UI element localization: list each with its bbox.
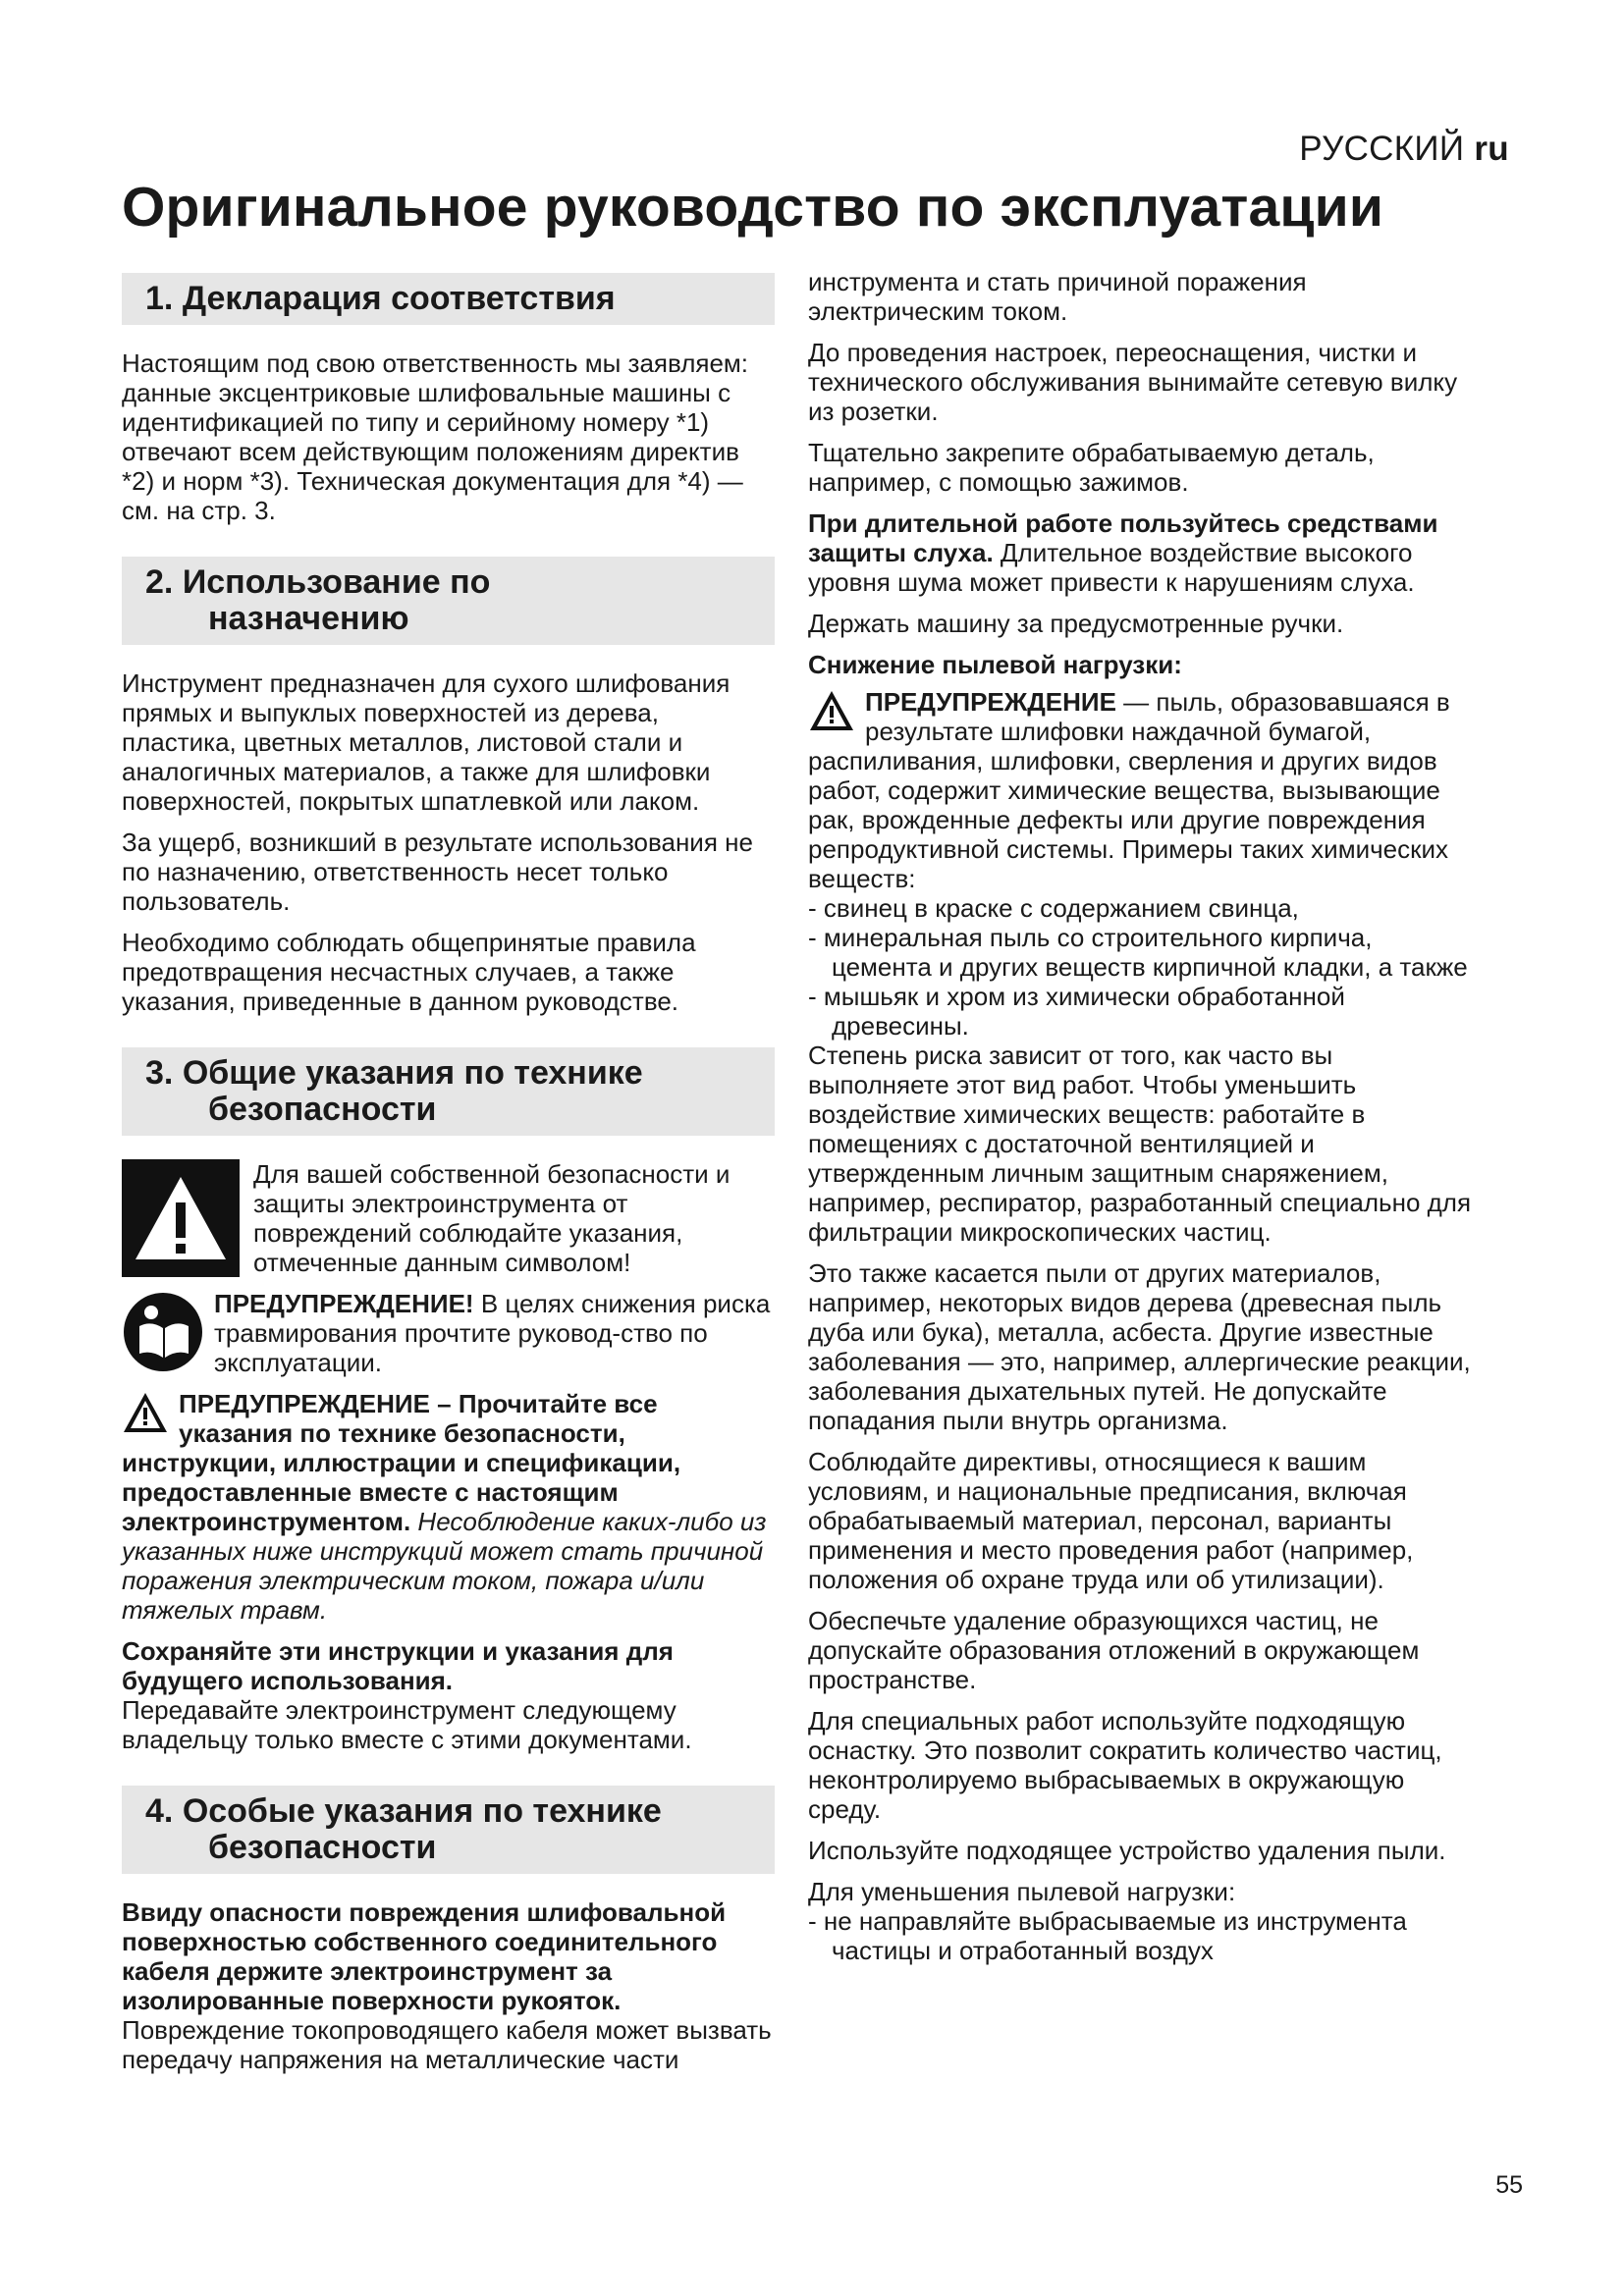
page-number: 55 <box>1495 2171 1523 2199</box>
reduce-heading: Для уменьшения пылевой нагрузки: <box>808 1877 1236 1906</box>
accident-rules-text: Необходимо соблюдать общепринятые правила предотвращения несчастных случаев, а также указания, приведенные в данном руководстве. <box>122 928 696 1016</box>
language-label: РУССКИЙ ru <box>1299 130 1509 168</box>
cable-warning: Ввиду опасности повреждения шлифовальной поверхностью собственного соединительного кабеля держите электроинструмент за изолированные поверхности рукояток. Повреждение токопроводящего кабеля может вызвать передачу напряжения на металлические части <box>122 1897 772 2074</box>
dust-heading: Снижение пылевой нагрузки: <box>808 650 1182 679</box>
read-manual-note <box>122 1289 775 1377</box>
handles-text: Держать машину за предусмотренные ручки. <box>808 609 1344 638</box>
reduce-list <box>808 1906 1474 1965</box>
safety-symbol-note <box>122 1159 775 1277</box>
hearing-protection: При длительной работе пользуйтесь средствами защиты слуха. Длительное воздействие высокого уровня шума может привести к нарушениям слуха. <box>808 508 1438 597</box>
warning-triangle-icon <box>122 1159 240 1277</box>
read-warning-label: ПРЕДУПРЕЖДЕНИЕ! <box>214 1289 474 1318</box>
tooling-text: Для специальных работ используйте подходящую оснастку. Это позволит сократить количество частиц, неконтролируемо выбрасываемых в окружающую среду. <box>808 1706 1442 1824</box>
section-2-heading: 2. Использование по назначению <box>122 557 775 645</box>
shock-continuation: инструмента и стать причиной поражения электрическим током. <box>808 267 1307 326</box>
list-item: - не направляйте выбрасываемые из инструмента частицы и отработанный воздух <box>808 1906 1474 1965</box>
dust-warning: ПРЕДУПРЕЖДЕНИЕ — пыль, образовавшаяся в результате шлифовки наждачной бумагой, распиливания, шлифовки, сверления и других видов работ, содержит химические вещества, вызывающие рак, врожденные дефекты или другие повреждения репродуктивной системы. Примеры таких химических веществ: <box>808 687 1450 893</box>
unplug-text: До проведения настроек, переоснащения, чистки и технического обслуживания вынимайте сетевую вилку из розетки. <box>808 338 1458 426</box>
general-warning: ПРЕДУПРЕЖДЕНИЕ – Прочитайте все указания по технике безопасности, инструкции, иллюстрации и спецификации, предоставленные вместе с настоящим электроинструментом. Несоблюдение каких-либо из указанных ниже инструкций может стать причиной поражения электрическим током, пожара и/или тяжелых травм. <box>122 1389 767 1625</box>
other-dust-text: Это также касается пыли от других материалов, например, некоторых видов дерева (древесная пыль дуба или бука), металла, асбеста. Другие известные заболевания — это, например, аллергические реакции, заболевания дыхательных путей. Не допускайте попадания пыли внутрь организма. <box>808 1258 1471 1435</box>
list-item: - мышьяк и хром из химически обработанной древесины. <box>808 982 1474 1041</box>
risk-text: Степень риска зависит от того, как часто вы выполняете этот вид работ. Чтобы уменьшить воздействие химических веществ: работайте в помещениях с достаточной вентиляцией и утвержденным личным защитным снаряжением, например, респиратор, разработанный специально для фильтрации микроскопических частиц. <box>808 1041 1472 1247</box>
right-column <box>808 267 1474 1965</box>
clamp-text: Тщательно закрепите обрабатываемую деталь, например, с помощью зажимов. <box>808 438 1375 497</box>
list-item: - минеральная пыль со строительного кирпича, цемента и других веществ кирпичной кладки, а также <box>808 923 1474 982</box>
read-manual-icon <box>122 1291 204 1373</box>
liability-text: За ущерб, возникший в результате использования не по назначению, ответственность несет только пользователь. <box>122 828 753 916</box>
section-4-heading: 4. Особые указания по технике безопасности <box>122 1786 775 1874</box>
symbol-note-text: Для вашей собственной безопасности и защиты электроинструмента от повреждений соблюдайте указания, отмеченные данным символом! <box>253 1159 731 1277</box>
extractor-text: Используйте подходящее устройство удаления пыли. <box>808 1836 1446 1865</box>
chemicals-list <box>808 893 1474 1041</box>
warning-icon <box>122 1391 169 1434</box>
removal-text: Обеспечьте удаление образующихся частиц, не допускайте образования отложений в окружающем пространстве. <box>808 1606 1420 1694</box>
left-column <box>122 273 775 2086</box>
declaration-text: Настоящим под свою ответственность мы заявляем: данные эксцентриковые шлифовальные машины с идентификацией по типу и серийному номеру *1) отвечают всем действующим положениям директив *2) и норм *3). Техническая документация для *4) — см. на стр. 3. <box>122 348 749 525</box>
directives-text: Соблюдайте директивы, относящиеся к вашим условиям, и национальные предписания, включая обрабатываемый материал, персонал, варианты применения и место проведения работ (например, положения об охране труда или об утилизации). <box>808 1447 1414 1594</box>
list-item: - свинец в краске с содержанием свинца, <box>808 893 1474 923</box>
section-3-heading: 3. Общие указания по технике безопасности <box>122 1047 775 1136</box>
page-title: Оригинальное руководство по эксплуатации <box>122 176 1384 239</box>
warning-icon <box>808 689 855 732</box>
section-1-heading: 1. Декларация соответствия <box>122 273 775 325</box>
intended-use-text: Инструмент предназначен для сухого шлифования прямых и выпуклых поверхностей из дерева, пластика, цветных металлов, листовой стали и аналогичных материалов, а также для шлифовки поверхностей, покрытых шпатлевкой или лаком. <box>122 668 731 816</box>
keep-instructions: Сохраняйте эти инструкции и указания для будущего использования. Передавайте электроинструмент следующему владельцу только вместе с этими документами. <box>122 1636 692 1754</box>
read-warning-text: В целях снижения риска травмирования прочтите руковод-ство по эксплуатации. <box>214 1289 771 1377</box>
language-code: ru <box>1474 130 1509 168</box>
